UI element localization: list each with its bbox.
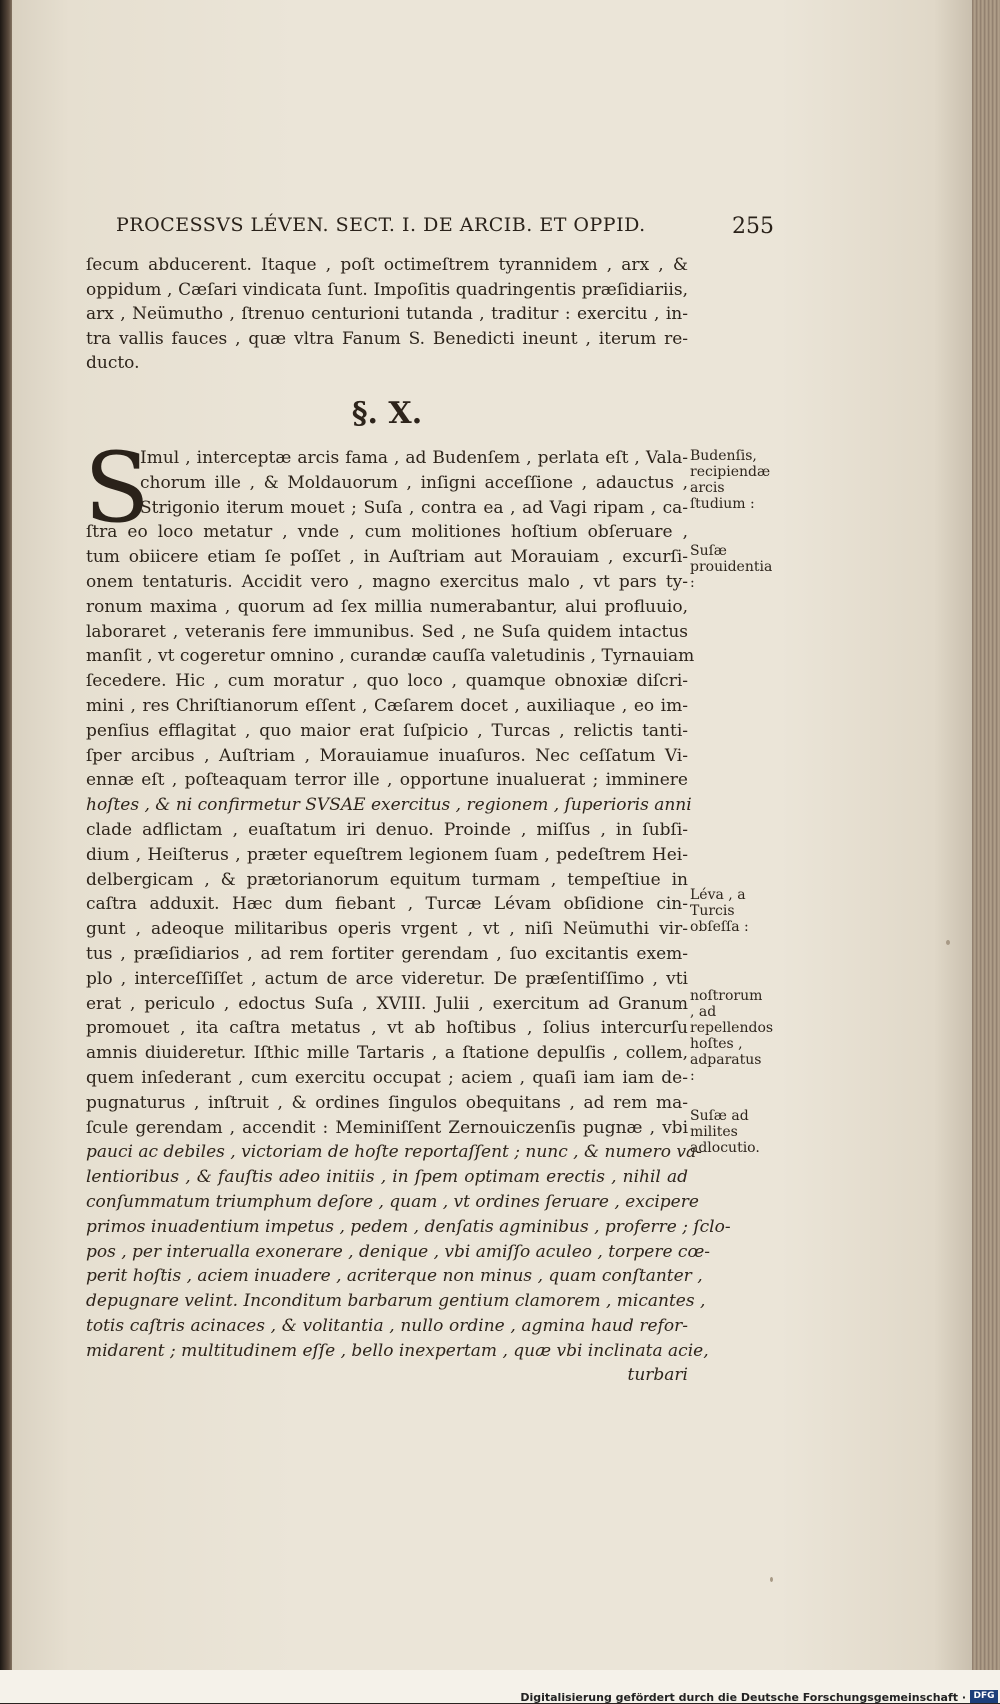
text-line: conſummatum triumphum deſore , quam , vt ordines ſeruare , excipere [86,1191,699,1212]
drop-capital: S [84,432,150,544]
text-line: ronum maxima , quorum ad ſex millia numerabantur, alui profluuio, [86,596,688,617]
page-number: 255 [732,214,774,239]
text-line: gunt , adeoque militaribus operis vrgent , vt , niſi Neümuthi vir- [86,919,688,940]
text-line: Imul , interceptæ arcis fama , ad Budenſem , perlata eſt , Vala- [140,448,688,468]
catchword: turbari [627,1365,688,1386]
text-line: tus , præſidiarios , ad rem fortiter gerendam , ſuo excitantis exem- [86,943,688,964]
text-line: laboraret , veteranis fere immunibus. Sed , ne Suſa quidem intactus [86,621,688,642]
text-line: pugnaturus , inſtruit , & ordines ſingulos obequitans , ad rem ma- [86,1092,688,1113]
text-line: plo , interceſſiſſet , actum de arce videretur. De præſentiſſimo , vti [86,968,688,989]
dfg-logo: DFG [970,1690,998,1703]
text-line: ſcule gerendam , accendit : Meminiſſent Zernouiczenſis pugnæ , vbi [86,1117,688,1138]
digitization-credit: Digitalisierung gefördert durch die Deutsche Forschungsgemeinschaft · [520,1691,966,1704]
text-line: tra vallis fauces , quæ vltra Fanum S. Benedicti ineunt , iterum re- [86,328,688,349]
text-line: pos , per interualla exonerare , denique , vbi amiſſo aculeo , torpere cœ- [86,1241,711,1262]
text-line: ennæ eſt , poſteaquam terror ille , opportune inualuerat ; imminere [86,770,688,791]
text-line: Strigonio iterum mouet ; Suſa , contra ea , ad Vagi ripam , ca- [140,497,688,518]
text-line: totis caſtris acinaces , & volitantia , nullo ordine , agmina haud refor- [86,1315,688,1336]
text-line: onem tentaturis. Accidit vero , magno exercitus malo , vt pars ty- [86,571,688,592]
text-line: chorum ille , & Moldauorum , inſigni acceſſione , adauctus , [140,472,688,493]
text-line: clade adflictam , euaſtatum iri denuo. Proinde , miſſus , in ſubſi- [86,819,688,840]
text-line: caſtra adduxit. Hæc dum fiebant , Turcæ Lévam obſidione cin- [86,894,688,915]
section-heading: §. X. [351,396,423,431]
text-line: depugnare velint. Inconditum barbarum gentium clamorem , micantes , [86,1291,706,1312]
text-line: amnis diuideretur. Iſthic mille Tartaris , a ſtatione depulſis , collem, [86,1043,688,1064]
text-line: ducto. [86,353,140,374]
marginal-note: Budenſis, recipiendæ arcis ſtudium : [690,448,771,512]
text-line: dium , Heiſterus , præter equeſtrem legionem ſuam , pedeſtrem Hei- [86,844,688,865]
text-line: erat , periculo , edoctus Suſa , XVIII. Julii , exercitum ad Granum [86,993,688,1014]
text-line: promouet , ita caſtra metatus , vt ab hoſtibus , ſolius intercurſu [86,1018,688,1039]
text-line: manſit , vt cogeretur omnino , curandæ cauſſa valetudinis , Tyrnauiam [86,646,695,667]
page-edges [972,0,1000,1670]
text-line: hoſtes , & ni confirmetur SVSAE exercitus , regionem , ſuperioris anni [86,795,692,816]
paper-spot [946,940,950,945]
text-line: tum obiicere etiam ſe poſſet , in Auſtriam aut Morauiam , excurſi- [86,547,688,568]
text-line: ſecum abducerent. Itaque , poſt octimeſtrem tyrannidem , arx , & [86,255,688,275]
text-line: midarent ; multitudinem eſſe , bello inexpertam , quæ vbi inclinata acie, [86,1340,709,1361]
text-line: perit hoſtis , aciem inuadere , acriterque non minus , quam conſtanter , [86,1266,703,1287]
marginal-note: Suſæ prouidentia : [690,543,773,591]
marginal-note: Suſæ ad milites adlocutio. [690,1108,760,1156]
paper-spot [770,1577,773,1582]
text-line: mini , res Chriſtianorum eſſent , Cæſarem docet , auxiliaque , eo im- [86,695,688,716]
text-line: quem inſederant , cum exercitu occupat ; aciem , quaſi iam iam de- [86,1067,688,1088]
text-line: primos inuadentium impetus , pedem , denſatis agminibus , proferre ; ſclo- [86,1216,731,1237]
text-line: pauci ac debiles , victoriam de hoſte reportaſſent ; nunc , & numero va- [86,1142,702,1163]
text-line: oppidum , Cæſari vindicata ſunt. Impoſitis quadringentis præſidiariis, [86,279,688,300]
continuation-text [86,253,688,376]
text-line: ſecedere. Hic , cum moratur , quo loco , quamque obnoxiæ diſcri- [86,671,688,692]
text-line: arx , Neümutho , ſtrenuo centurioni tutanda , traditur : exercitu , in- [86,304,688,325]
running-title: PROCESSVS LÉVEN. SECT. I. DE ARCIB. ET OPPID. [116,214,646,236]
text-line: ſtra eo loco metatur , vnde , cum molitiones hoſtium obſeruare , [86,522,688,543]
text-line: delbergicam , & prætorianorum equitum turmam , tempeſtiue in [86,869,688,890]
marginal-note: noſtrorum , ad repellendos hoſtes , adparatus : [690,988,774,1084]
text-line: ſper arcibus , Auſtriam , Morauiamue inuaſuros. Nec ceſſatum Vi- [86,745,688,766]
text-line: lentioribus , & fauſtis adeo initiis , in ſpem optimam erectis , nihil ad [86,1167,688,1188]
marginal-note: Léva , a Turcis obſeſſa : [690,887,749,935]
text-line: penſius efflagitat , quo maior erat ſuſpicio , Turcas , relictis tanti- [86,720,688,741]
